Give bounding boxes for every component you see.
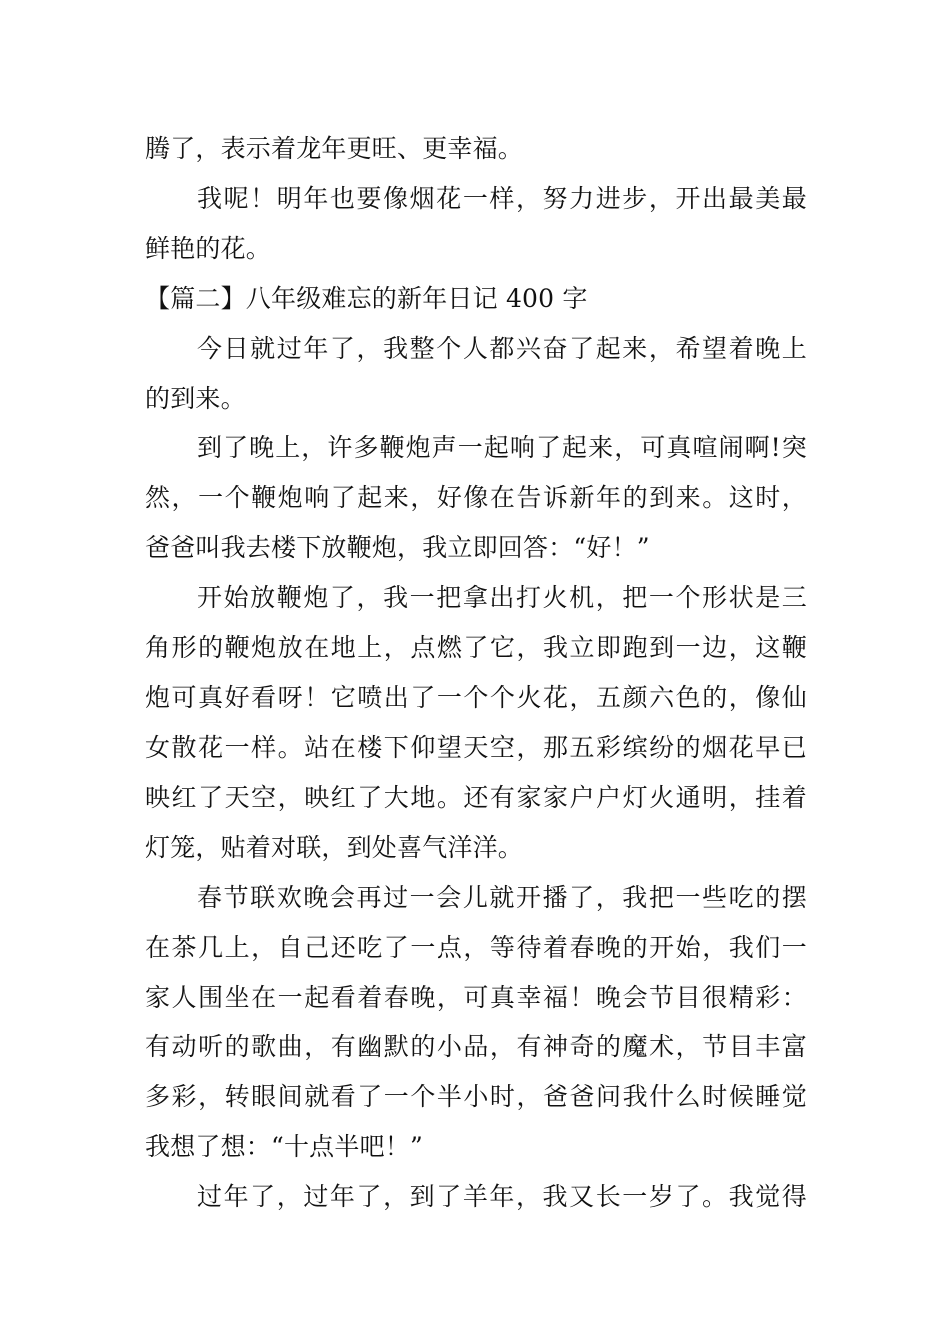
text-line: 我想了想：“十点半吧！” (145, 1132, 423, 1161)
text-line: 女散花一样。站在楼下仰望天空，那五彩缤纷的烟花早已 (145, 733, 807, 762)
text-line: 有动听的歌曲，有幽默的小品，有神奇的魔术，节目丰富 (145, 1032, 807, 1061)
text-line: 家人围坐在一起看着春晚，可真幸福！晚会节目很精彩： (145, 983, 807, 1012)
text-line: 炮可真好看呀！它喷出了一个个火花，五颜六色的，像仙 (145, 683, 807, 712)
text-line: 角形的鞭炮放在地上，点燃了它，我立即跑到一边，这鞭 (145, 633, 807, 662)
text-line: 的到来。 (145, 384, 246, 413)
text-line: 鲜艳的花。 (145, 234, 272, 263)
paragraph-start-line: 春节联欢晚会再过一会儿就开播了，我把一些吃的摆 (197, 883, 807, 912)
text-line: 腾了，表示着龙年更旺、更幸福。 (145, 134, 524, 163)
paragraph-start-line: 到了晚上，许多鞭炮声一起响了起来，可真喧闹啊!突 (197, 433, 807, 462)
text-line: 多彩，转眼间就看了一个半小时，爸爸问我什么时候睡觉 (145, 1082, 807, 1111)
text-line: 爸爸叫我去楼下放鞭炮，我立即回答：“好！” (145, 533, 650, 562)
text-line: 映红了天空，映红了大地。还有家家户户灯火通明，挂着 (145, 783, 807, 812)
section-heading: 【篇二】八年级难忘的新年日记 400 字 (145, 284, 588, 313)
paragraph-start-line: 今日就过年了，我整个人都兴奋了起来，希望着晚上 (197, 334, 807, 363)
paragraph-start-line: 过年了，过年了，到了羊年，我又长一岁了。我觉得 (197, 1182, 807, 1211)
paragraph-start-line: 我呢！明年也要像烟花一样，努力进步，开出最美最 (197, 184, 807, 213)
text-line: 然，一个鞭炮响了起来，好像在告诉新年的到来。这时， (145, 483, 807, 512)
paragraph-start-line: 开始放鞭炮了，我一把拿出打火机，把一个形状是三 (197, 583, 807, 612)
text-line: 在茶几上，自己还吃了一点，等待着春晚的开始，我们一 (145, 933, 807, 962)
text-line: 灯笼，贴着对联，到处喜气洋洋。 (145, 833, 524, 862)
